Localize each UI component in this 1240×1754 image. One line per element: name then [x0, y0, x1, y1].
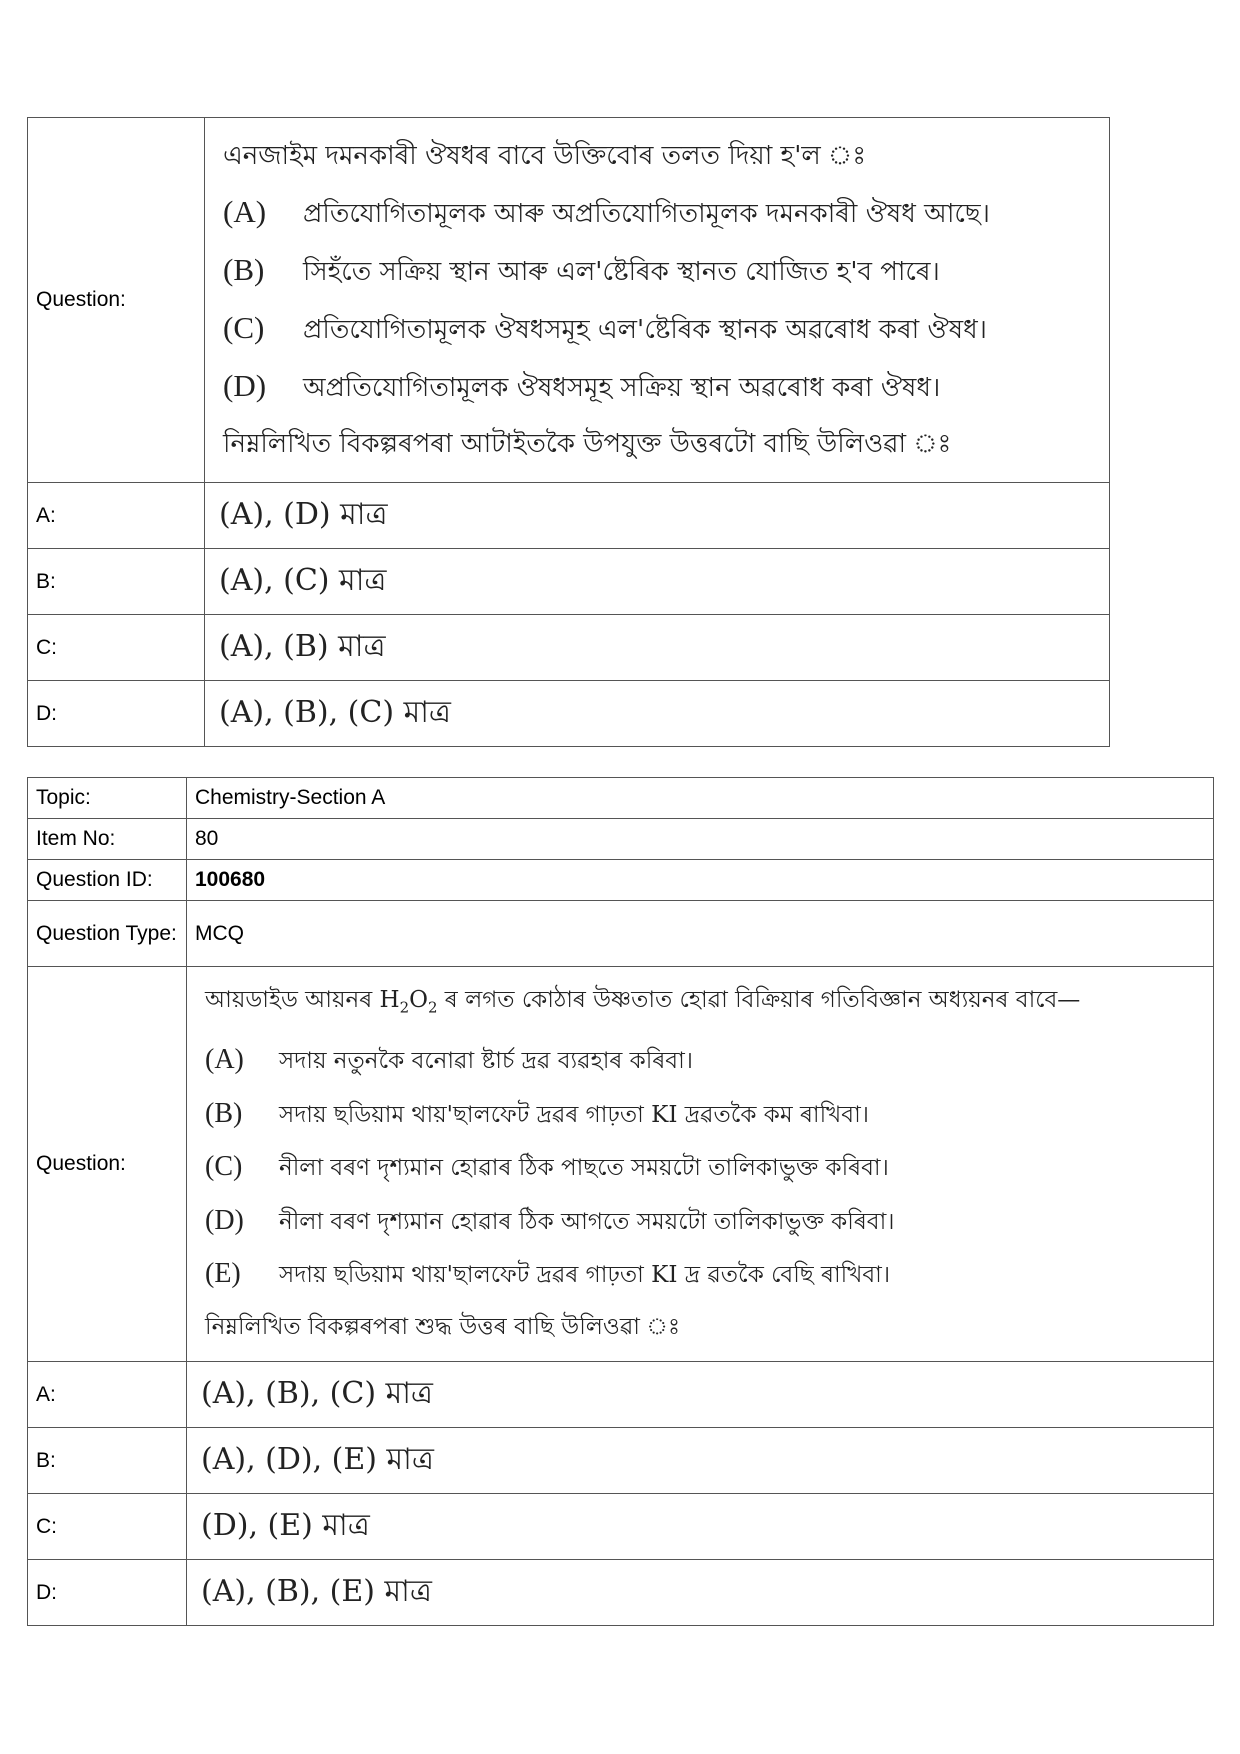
statement-text: সদায় ছডিয়াম থায়'ছালফেট দ্ৰৱৰ গাঢ়তা KI দ্ৰৱতকৈ কম ৰাখিবা।: [279, 1101, 869, 1128]
statement-tag: (B): [205, 1097, 243, 1129]
statement-tag: (A): [205, 1044, 244, 1076]
option-value: (A), (D) মাত্ৰ: [205, 483, 1110, 549]
statement-tag: (A): [223, 194, 267, 229]
meta-row: [28, 778, 1214, 819]
statement-text: সদায় নতুনকৈ বনোৱা ষ্টাৰ্চ দ্ৰৱ ব্যৱহাৰ কৰিবা।: [279, 1048, 693, 1075]
option-row: [28, 681, 1110, 747]
statement-c: [223, 300, 1109, 358]
statement-tag: (D): [223, 368, 267, 403]
question-row: [28, 967, 1214, 1362]
statement-e: [205, 1248, 1213, 1302]
statement-tag: (B): [223, 252, 265, 287]
option-row: [28, 1428, 1214, 1494]
question-type-value: MCQ: [187, 901, 1214, 967]
meta-row: [28, 819, 1214, 860]
statement-text: সদায় ছডিয়াম থায়'ছালফেট দ্ৰৱৰ গাঢ়তা KI দ্ৰ ৱতকৈ বেছি ৰাখিবা।: [279, 1262, 891, 1289]
statement-b: [205, 1088, 1213, 1142]
question-intro: [205, 975, 1213, 1034]
statement-text: নীলা বৰণ দৃশ্যমান হোৱাৰ ঠিক পাছতে সময়টো তালিকাভুক্ত কৰিবা।: [279, 1155, 889, 1182]
question-body: [205, 118, 1110, 483]
statement-a: [205, 1034, 1213, 1088]
option-label: C:: [28, 615, 205, 681]
statement-tag: (D): [205, 1204, 244, 1236]
option-row: [28, 549, 1110, 615]
meta-row: [28, 901, 1214, 967]
option-label: D:: [28, 681, 205, 747]
meta-row: [28, 860, 1214, 901]
statement-text: সিহঁতে সক্ৰিয় স্থান আৰু এল'ষ্টেৰিক স্থানত যোজিত হ'ব পাৰে।: [303, 257, 940, 287]
question-row: [28, 118, 1110, 483]
option-label: A:: [28, 1362, 187, 1428]
option-row: [28, 1362, 1214, 1428]
topic-label: Topic:: [28, 778, 187, 819]
option-value: (A), (B) মাত্ৰ: [205, 615, 1110, 681]
statement-a: [223, 184, 1109, 242]
intro-text-start: আয়ডাইড আয়নৰ H: [205, 987, 400, 1013]
statement-tag: (C): [223, 310, 265, 345]
statement-d: [205, 1195, 1213, 1249]
question-id-value: 100680: [187, 860, 1214, 901]
statement-text: নীলা বৰণ দৃশ্যমান হোৱাৰ ঠিক আগতে সময়টো তালিকাভুক্ত কৰিবা।: [279, 1208, 895, 1235]
option-label: C:: [28, 1494, 187, 1560]
subscript: 2: [427, 998, 438, 1017]
item-no-label: Item No:: [28, 819, 187, 860]
option-value: (A), (B), (C) মাত্ৰ: [205, 681, 1110, 747]
question-instruction: নিম্নলিখিত বিকল্পৰপৰা আটাইতকৈ উপযুক্ত উত্তৰটো বাছি উলিওৱা ঃ: [223, 429, 952, 459]
option-label: B:: [28, 549, 205, 615]
statement-text: অপ্ৰতিযোগিতামূলক ঔষধসমূহ সক্ৰিয় স্থান অৱৰোধ কৰা ঔষধ।: [303, 373, 941, 403]
question-79-table: [27, 117, 1110, 747]
question-type-label: Question Type:: [28, 901, 187, 967]
option-value: (D), (E) মাত্ৰ: [187, 1494, 1214, 1560]
option-value: (A), (C) মাত্ৰ: [205, 549, 1110, 615]
statement-c: [205, 1141, 1213, 1195]
option-label: D:: [28, 1560, 187, 1626]
option-label: B:: [28, 1428, 187, 1494]
intro-text-end: ৰ লগত কোঠাৰ উষ্ণতাত হোৱা বিক্ৰিয়াৰ গতিবিজ্ঞান অধ্যয়নৰ বাবে—: [437, 987, 1081, 1013]
option-row: [28, 483, 1110, 549]
question-label: Question:: [28, 118, 205, 483]
option-row: [28, 1560, 1214, 1626]
subscript: 2: [399, 998, 410, 1017]
question-body: [187, 967, 1214, 1362]
question-instruction: নিম্নলিখিত বিকল্পৰপৰা শুদ্ধ উত্তৰ বাছি উলিওৱা ঃ: [205, 1313, 681, 1340]
option-value: (A), (B), (C) মাত্ৰ: [187, 1362, 1214, 1428]
option-row: [28, 1494, 1214, 1560]
question-intro: এনজাইম দমনকাৰী ঔষধৰ বাবে উক্তিবোৰ তলত দিয়া হ'ল ঃ: [223, 141, 867, 171]
statement-text: প্ৰতিযোগিতামূলক আৰু অপ্ৰতিযোগিতামূলক দমনকাৰী ঔষধ আছে।: [303, 199, 990, 229]
question-label: Question:: [28, 967, 187, 1362]
statement-d: [223, 358, 1109, 416]
statement-tag: (E): [205, 1258, 241, 1290]
option-value: (A), (D), (E) মাত্ৰ: [187, 1428, 1214, 1494]
statement-tag: (C): [205, 1151, 243, 1183]
intro-text-o: O: [409, 987, 428, 1013]
option-row: [28, 615, 1110, 681]
question-id-label: Question ID:: [28, 860, 187, 901]
question-80-table: [27, 777, 1214, 1626]
option-value: (A), (B), (E) মাত্ৰ: [187, 1560, 1214, 1626]
topic-value: Chemistry-Section A: [187, 778, 1214, 819]
statement-b: [223, 242, 1109, 300]
statement-text: প্ৰতিযোগিতামূলক ঔষধসমূহ এল'ষ্টেৰিক স্থানক অৱৰোধ কৰা ঔষধ।: [303, 315, 987, 345]
option-label: A:: [28, 483, 205, 549]
item-no-value: 80: [187, 819, 1214, 860]
